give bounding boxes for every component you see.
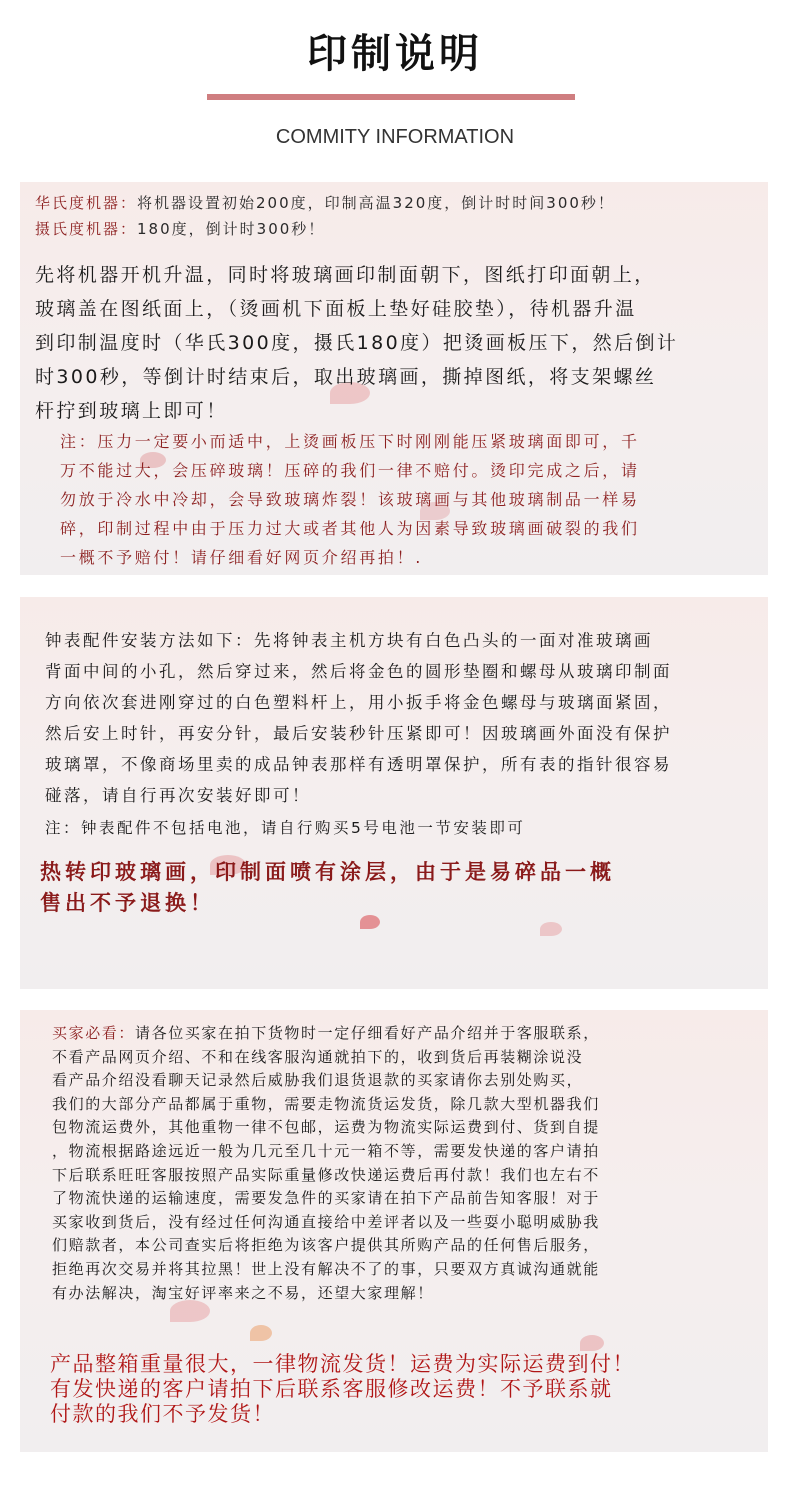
text-line: 先将机器开机升温，同时将玻璃画印制面朝下，图纸打印面朝上，: [35, 264, 656, 286]
text-line-content: 了物流快递的运输速度，需要发急件的买家请在拍下产品前告知客服！对于: [52, 1189, 600, 1208]
text-line: 碰落，请自行再次安装好即可！: [45, 786, 311, 805]
petal-decoration: [250, 1325, 272, 1341]
text-line: [52, 1258, 762, 1282]
setting-text: 180度，倒计时300秒！: [137, 220, 326, 238]
pressure-note: [60, 427, 760, 572]
setting-label: 摄氏度机器：: [35, 220, 138, 238]
text-line: 背面中间的小孔，然后穿过来，然后将金色的圆形垫圈和螺母从玻璃印制面: [45, 662, 672, 681]
setting-line: [35, 190, 755, 216]
text-line-content: 不看产品网页介绍、不和在线客服沟通就拍下的，收到货后再装糊涂说没: [52, 1047, 584, 1066]
setting-line: [35, 216, 755, 242]
text-line-content: 请各位买家在拍下货物时一定仔细看好产品介绍并于客服联系，: [135, 1024, 600, 1042]
text-line-content: 看产品介绍没看聊天记录然后威胁我们退货退款的买家请你去别处购买，: [52, 1071, 584, 1090]
page-title: 印制说明: [307, 31, 483, 77]
machine-settings: [35, 190, 755, 242]
text-line: [52, 1211, 762, 1235]
text-line-content: 下后联系旺旺客服按照产品实际重量修改快递运费后再付款！我们也左右不: [52, 1165, 600, 1184]
note-line: 一概不予赔付！请仔细看好网页介绍再拍！.: [60, 548, 424, 567]
shipping-warning: [50, 1352, 765, 1427]
warning-line: 热转印玻璃画，印制面喷有涂层，由于是易碎品一概: [40, 860, 615, 884]
text-line-content: 包物流运费外，其他重物一律不包邮，运费为物流实际运费到付、货到自提: [52, 1118, 600, 1137]
text-line: [52, 1093, 762, 1117]
setting-label: 华氏度机器：: [35, 194, 138, 212]
note-line: 万不能过大，会压碎玻璃！压碎的我们一律不赔付。烫印完成之后，请: [60, 461, 640, 480]
text-line-content: 有办法解决，淘宝好评率来之不易，还望大家理解！: [52, 1283, 434, 1302]
text-line-content: 买家收到货后，没有经过任何沟通直接给中差评者以及一些耍小聪明威胁我: [52, 1212, 600, 1231]
warning-line: 产品整箱重量很大，一律物流发货！运费为实际运费到付！: [50, 1352, 635, 1376]
text-line: 方向依次套进刚穿过的白色塑料杆上，用小扳手将金色螺母与玻璃面紧固，: [45, 693, 672, 712]
text-line: 钟表配件安装方法如下：先将钟表主机方块有白色凸头的一面对准玻璃画: [45, 631, 653, 650]
text-line: [52, 1046, 762, 1070]
warning-line: 有发快递的客户请拍下后联系客服修改运费！不予联系就: [50, 1377, 613, 1401]
petal-decoration: [580, 1335, 604, 1351]
text-line: [52, 1234, 762, 1258]
text-line: 玻璃罩，不像商场里卖的成品钟表那样有透明罩保护，所有表的指针很容易: [45, 755, 672, 774]
title-divider: [207, 94, 575, 100]
text-line: 到印制温度时（华氏300度，摄氏180度）把烫画板压下，然后倒计: [35, 332, 679, 354]
petal-decoration: [540, 922, 562, 936]
no-return-warning: [40, 857, 760, 919]
text-line: [52, 1282, 762, 1306]
buyer-notice-text: [52, 1022, 762, 1305]
printing-steps: [35, 258, 760, 428]
text-line-content: ，物流根据路途远近一般为几元至几十元一箱不等，需要发快递的客户请拍: [52, 1141, 600, 1160]
clock-steps: [45, 625, 760, 811]
text-line: [52, 1164, 762, 1188]
buyer-notice-panel: [20, 1010, 768, 1452]
buyer-notice-label: 买家必看：: [52, 1024, 136, 1042]
page-subtitle: COMMITY INFORMATION: [275, 126, 515, 148]
clock-assembly-panel: [20, 597, 768, 989]
text-line-content: 拒绝再次交易并将其拉黑！世上没有解决不了的事，只要双方真诚沟通就能: [52, 1259, 600, 1278]
note-line: 注：压力一定要小而适中，上烫画板压下时刚刚能压紧玻璃面即可，千: [60, 432, 640, 451]
printing-instructions-panel: [20, 182, 768, 575]
battery-note: 注：钟表配件不包括电池，请自行购买5号电池一节安装即可: [45, 819, 526, 837]
note-line: 碎，印制过程中由于压力过大或者其他人为因素导致玻璃画破裂的我们: [60, 519, 640, 538]
text-line-content: 们赔款者，本公司查实后将拒绝为该客户提供其所购产品的任何售后服务，: [52, 1236, 600, 1255]
text-line: [52, 1022, 762, 1046]
setting-text: 将机器设置初始200度，印制高温320度，倒计时时间300秒！: [137, 194, 615, 212]
note-line: 勿放于冷水中冷却，会导致玻璃炸裂！该玻璃画与其他玻璃制品一样易: [60, 490, 640, 509]
warning-line: 售出不予退换！: [40, 891, 215, 915]
text-line: 杆拧到玻璃上即可！: [35, 400, 228, 422]
text-line: [52, 1140, 762, 1164]
text-line: [52, 1116, 762, 1140]
text-line: 玻璃盖在图纸面上，（烫画机下面板上垫好硅胶垫），待机器升温: [35, 298, 637, 320]
text-line: [52, 1187, 762, 1211]
text-line: 然后安上时针，再安分针，最后安装秒针压紧即可！因玻璃画外面没有保护: [45, 724, 672, 743]
text-line-content: 我们的大部分产品都属于重物，需要走物流货运发货，除几款大型机器我们: [52, 1094, 600, 1113]
text-line: 时300秒，等倒计时结束后，取出玻璃画，撕掉图纸，将支架螺丝: [35, 366, 657, 388]
text-line: [52, 1069, 762, 1093]
warning-line: 付款的我们不予发货！: [50, 1402, 275, 1426]
